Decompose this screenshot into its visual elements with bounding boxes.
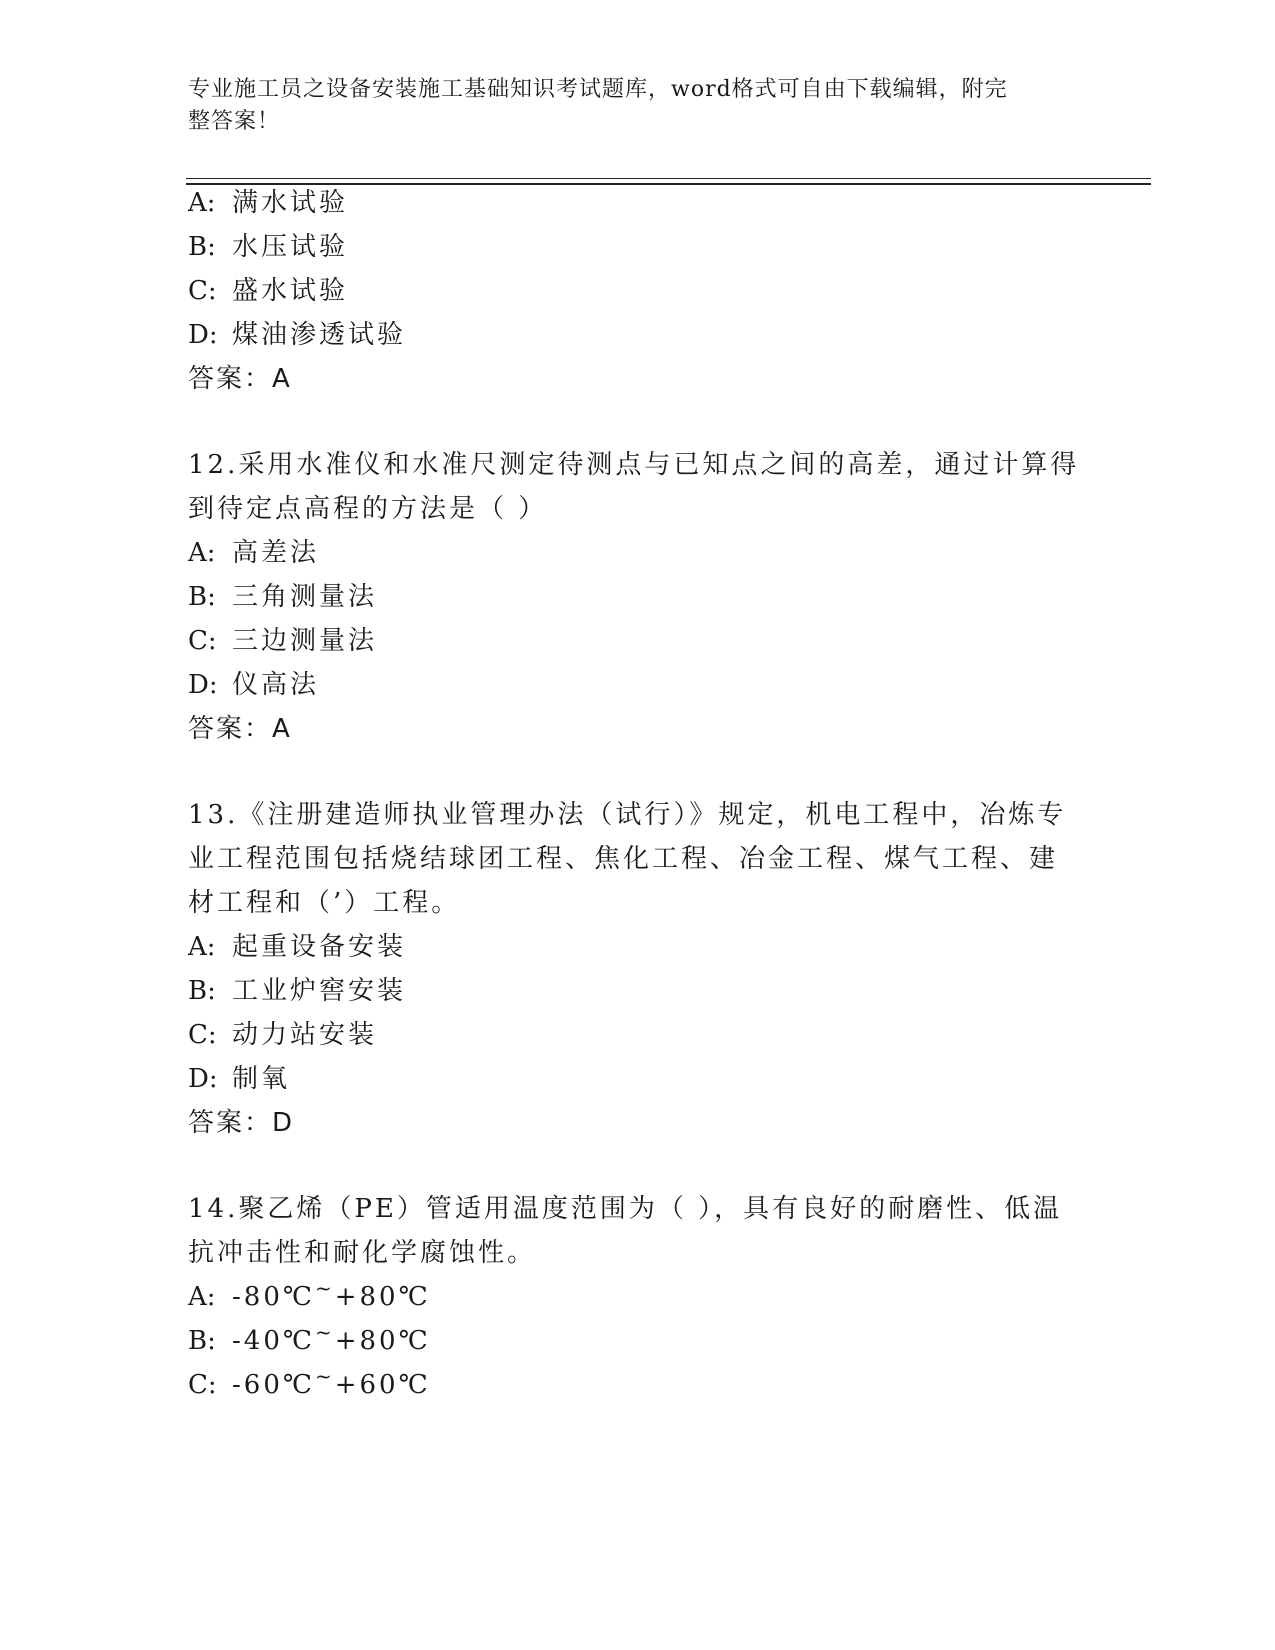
q13-stem-line-1: 13.《注册建造师执业管理办法（试行）》规定，机电工程中，冶炼专 <box>188 800 1067 830</box>
q13-option-d: D: 制氧 <box>188 1064 291 1094</box>
q12-option-b: B: 三角测量法 <box>188 582 378 612</box>
q13-stem-line-2: 业工程范围包括烧结球团工程、焦化工程、冶金工程、煤气工程、建 <box>188 844 1059 874</box>
q12-answer: 答案：A <box>188 714 292 744</box>
q14-option-b: B: -40℃~+80℃ <box>188 1320 431 1356</box>
q13-option-a: A: 起重设备安装 <box>188 932 407 962</box>
q12-option-d: D: 仪高法 <box>188 670 320 700</box>
header-divider-thin <box>186 178 1151 179</box>
q12-option-a: A: 高差法 <box>188 538 320 568</box>
q13-option-c: C: 动力站安装 <box>188 1020 378 1050</box>
q14-stem-line-1: 14.聚乙烯（PE）管适用温度范围为（ ），具有良好的耐磨性、低温 <box>188 1194 1063 1224</box>
q14-option-c: C: -60℃~+60℃ <box>188 1364 431 1400</box>
q11-option-d: D: 煤油渗透试验 <box>188 320 407 350</box>
q13-stem-line-3: 材工程和（’）工程。 <box>188 888 461 918</box>
q14-option-a: A: -80℃~+80℃ <box>188 1276 431 1312</box>
q12-stem-line-1: 12.采用水准仪和水准尺测定待测点与已知点之间的高差，通过计算得 <box>188 450 1080 480</box>
q12-stem-line-2: 到待定点高程的方法是（ ） <box>188 494 548 524</box>
q12-option-c: C: 三边测量法 <box>188 626 378 656</box>
q11-option-b: B: 水压试验 <box>188 232 349 262</box>
q13-option-b: B: 工业炉窖安装 <box>188 976 407 1006</box>
q13-answer: 答案：D <box>188 1108 295 1138</box>
header-line-2: 整答案！ <box>188 109 281 134</box>
document-header <box>188 74 1068 138</box>
q11-option-c: C: 盛水试验 <box>188 276 349 306</box>
q11-option-a: A: 满水试验 <box>188 188 349 218</box>
q11-answer: 答案：A <box>188 364 292 394</box>
header-divider-thick <box>186 183 1151 185</box>
q14-stem-line-2: 抗冲击性和耐化学腐蚀性。 <box>188 1238 537 1268</box>
header-line-1: 专业施工员之设备安装施工基础知识考试题库，word格式可自由下载编辑，附完 <box>188 77 1008 102</box>
